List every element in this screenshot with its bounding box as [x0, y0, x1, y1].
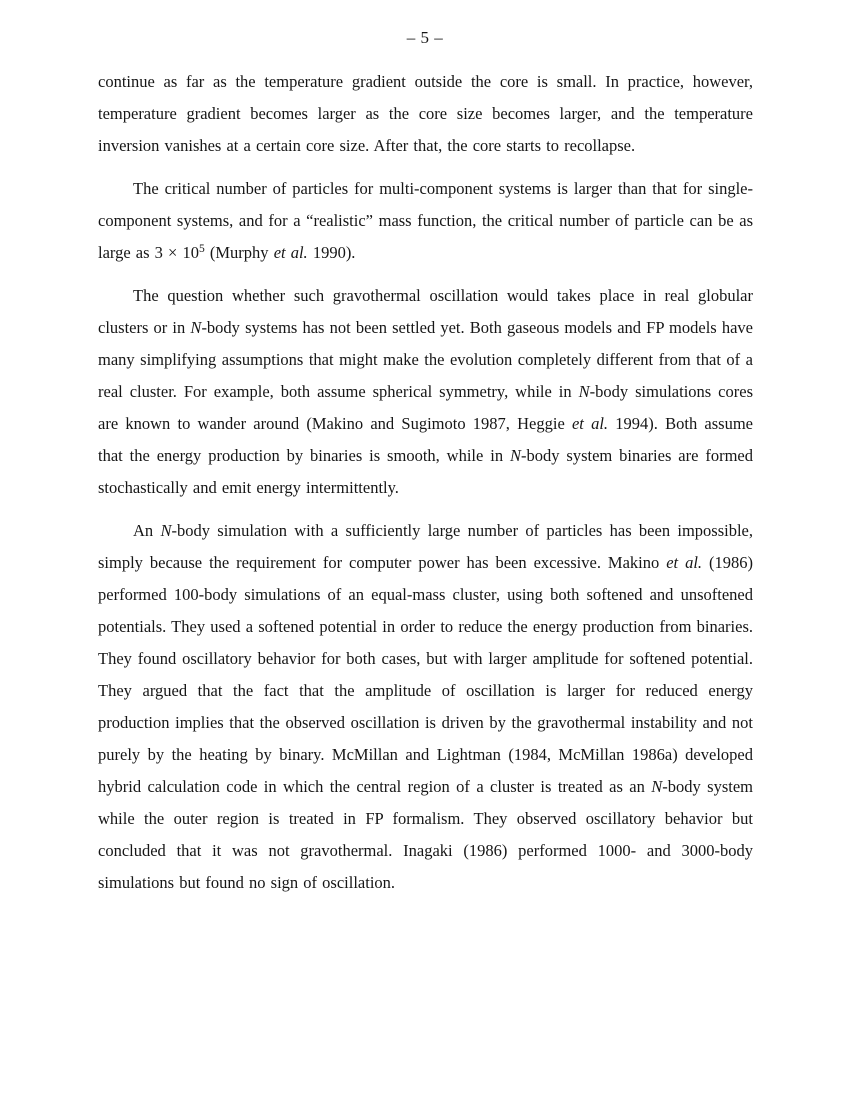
italic-text: N [160, 521, 172, 540]
superscript-text: 5 [198, 242, 205, 255]
body-text: -body systems has not been settled yet. Both gaseous models and FP models have many simplifying assumptions that might make the evolution completely different from that of a real cluster. For example, both assume spherical symmetry, while in [98, 318, 753, 401]
italic-text: et al. [666, 553, 703, 572]
page-content [98, 66, 753, 910]
body-text: The critical number of particles for multi-component systems is larger than that for single-component systems, and for a “realistic” mass function, the critical number of particle can be as large as 3 × 10 [98, 179, 753, 262]
body-text: (Murphy [204, 243, 274, 262]
body-text: continue as far as the temperature gradient outside the core is small. In practice, however, temperature gradient becomes larger as the core size becomes larger, and the temperature inversion vanishes at a certain core size. After that, the core starts to recollapse. [98, 72, 753, 155]
body-text: The question whether such gravothermal oscillation would takes place in real globular clusters or in [98, 286, 753, 337]
italic-text: et al. [571, 414, 609, 433]
body-text: -body system binaries are formed stochastically and emit energy intermittently. [98, 446, 753, 497]
paragraph [98, 66, 753, 162]
italic-text: N [578, 382, 590, 401]
body-text: (1986) performed 100-body simulations of an equal-mass cluster, using both softened and unsoftened potentials. They used a softened potential in order to reduce the energy production from binaries. They found oscillatory behavior for both cases, but with larger amplitude for softened potential. They argued that the fact that the amplitude of oscillation is larger for reduced energy production implies that the observed oscillation is driven by the gravothermal instability and not purely by the heating by binary. McMillan and Lightman (1984, McMillan 1986a) developed hybrid calculation code in which the central region of a cluster is treated as an [98, 553, 753, 796]
italic-text: N [190, 318, 202, 337]
body-text: 1990). [307, 243, 356, 262]
italic-text: et al. [273, 243, 308, 262]
body-text: 1994). Both assume that the energy production by binaries is smooth, while in [98, 414, 753, 465]
paragraph [98, 515, 753, 899]
body-text: -body simulation with a sufficiently large number of particles has been impossible, simply because the requirement for computer power has been excessive. Makino [98, 521, 753, 572]
italic-text: N [651, 777, 663, 796]
body-text: -body system while the outer region is treated in FP formalism. They observed oscillatory behavior but concluded that it was not gravothermal. Inagaki (1986) performed 1000- and 3000-body simulations but found no sign of oscillation. [98, 777, 753, 892]
body-text: An [133, 521, 161, 540]
italic-text: N [510, 446, 522, 465]
page-number: – 5 – [406, 28, 444, 47]
paragraph [98, 280, 753, 504]
body-text: -body simulations cores are known to wander around (Makino and Sugimoto 1987, Heggie [98, 382, 753, 433]
paragraph [98, 173, 753, 269]
